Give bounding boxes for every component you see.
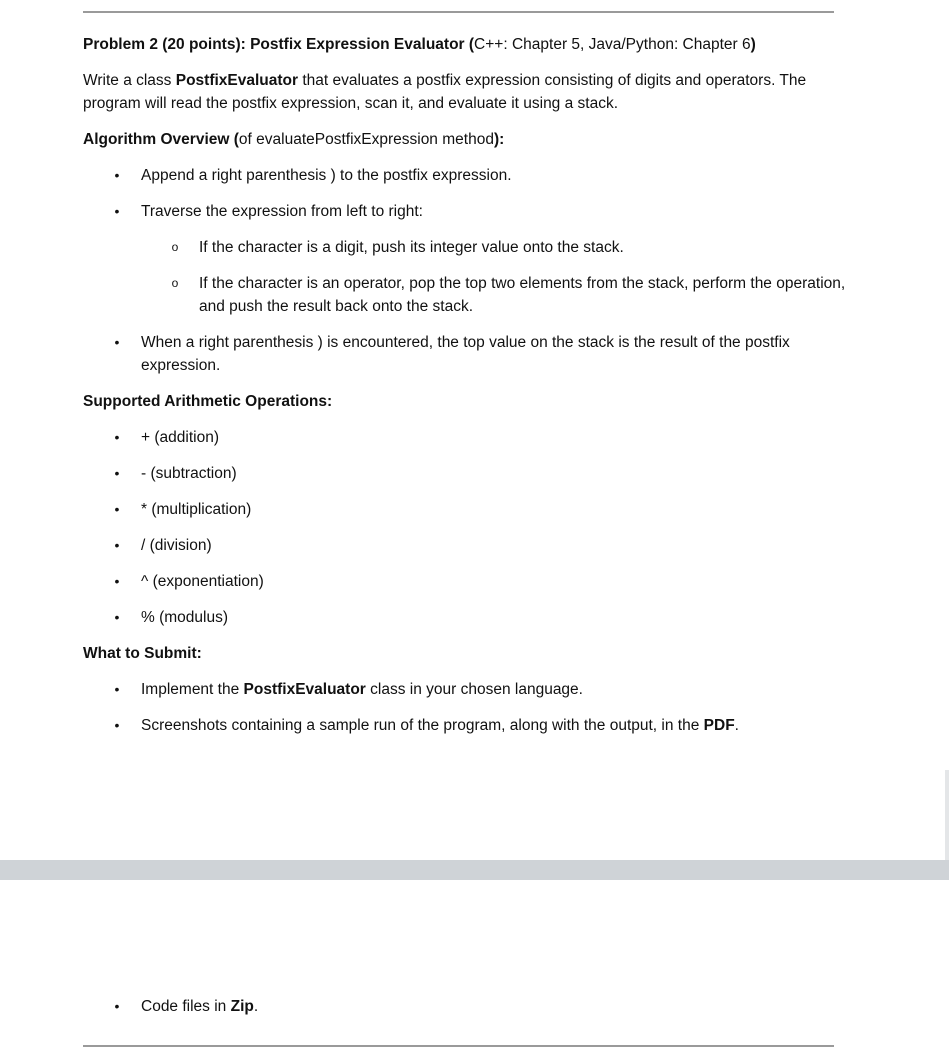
bullet-icon: • xyxy=(114,717,120,733)
top-horizontal-rule xyxy=(83,11,834,13)
bottom-horizontal-rule xyxy=(83,1045,834,1047)
list-item: • - (subtraction) xyxy=(110,462,840,485)
intro-paragraph: Write a class PostfixEvaluator that evaluates a postfix expression consisting of digits and operators. The program will read the postfix expression, scan it, and evaluate it using a stack. xyxy=(83,72,807,112)
sub-list-item: o If the character is a digit, push its integer value onto the stack. xyxy=(168,236,848,259)
list-item: • Screenshots containing a sample run of the program, along with the output, in the PDF. xyxy=(110,714,840,737)
list-item: • Code files in Zip. xyxy=(110,995,840,1018)
list-item: • % (modulus) xyxy=(110,606,840,629)
bullet-icon: • xyxy=(114,429,120,445)
bullet-icon: • xyxy=(114,681,120,697)
bullet-icon: • xyxy=(114,609,120,625)
bullet-icon: • xyxy=(114,203,120,219)
page-separator xyxy=(0,860,949,880)
list-item: • + (addition) xyxy=(110,426,840,449)
bullet-icon: • xyxy=(114,501,120,517)
document-page-2 xyxy=(0,880,949,1049)
bullet-icon: • xyxy=(114,465,120,481)
bullet-icon: • xyxy=(114,334,120,350)
sub-list-item: o If the character is an operator, pop the top two elements from the stack, perform the operation, and push the result back onto the stack. xyxy=(168,272,848,318)
list-item: • * (multiplication) xyxy=(110,498,840,521)
list-item: • Implement the PostfixEvaluator class in your chosen language. xyxy=(110,678,840,701)
list-item: • / (division) xyxy=(110,534,840,557)
list-item: • Traverse the expression from left to right: xyxy=(110,200,840,223)
scrollbar-track[interactable] xyxy=(945,770,949,860)
problem-title: Problem 2 (20 points): Postfix Expression Evaluator (C++: Chapter 5, Java/Python: Chapter 6) xyxy=(83,36,756,53)
submit-heading: What to Submit: xyxy=(83,645,202,662)
circle-bullet-icon: o xyxy=(171,240,179,254)
algorithm-heading: Algorithm Overview (of evaluatePostfixExpression method): xyxy=(83,131,505,148)
list-item: • When a right parenthesis ) is encountered, the top value on the stack is the result of the postfix expression. xyxy=(110,331,840,377)
class-name: PostfixEvaluator xyxy=(175,72,299,89)
bullet-icon: • xyxy=(114,573,120,589)
bullet-icon: • xyxy=(114,537,120,553)
list-item: • ^ (exponentiation) xyxy=(110,570,840,593)
bullet-icon: • xyxy=(114,998,120,1014)
circle-bullet-icon: o xyxy=(171,276,179,290)
operations-heading: Supported Arithmetic Operations: xyxy=(83,393,333,410)
bullet-icon: • xyxy=(114,167,120,183)
list-item: • Append a right parenthesis ) to the postfix expression. xyxy=(110,164,840,187)
